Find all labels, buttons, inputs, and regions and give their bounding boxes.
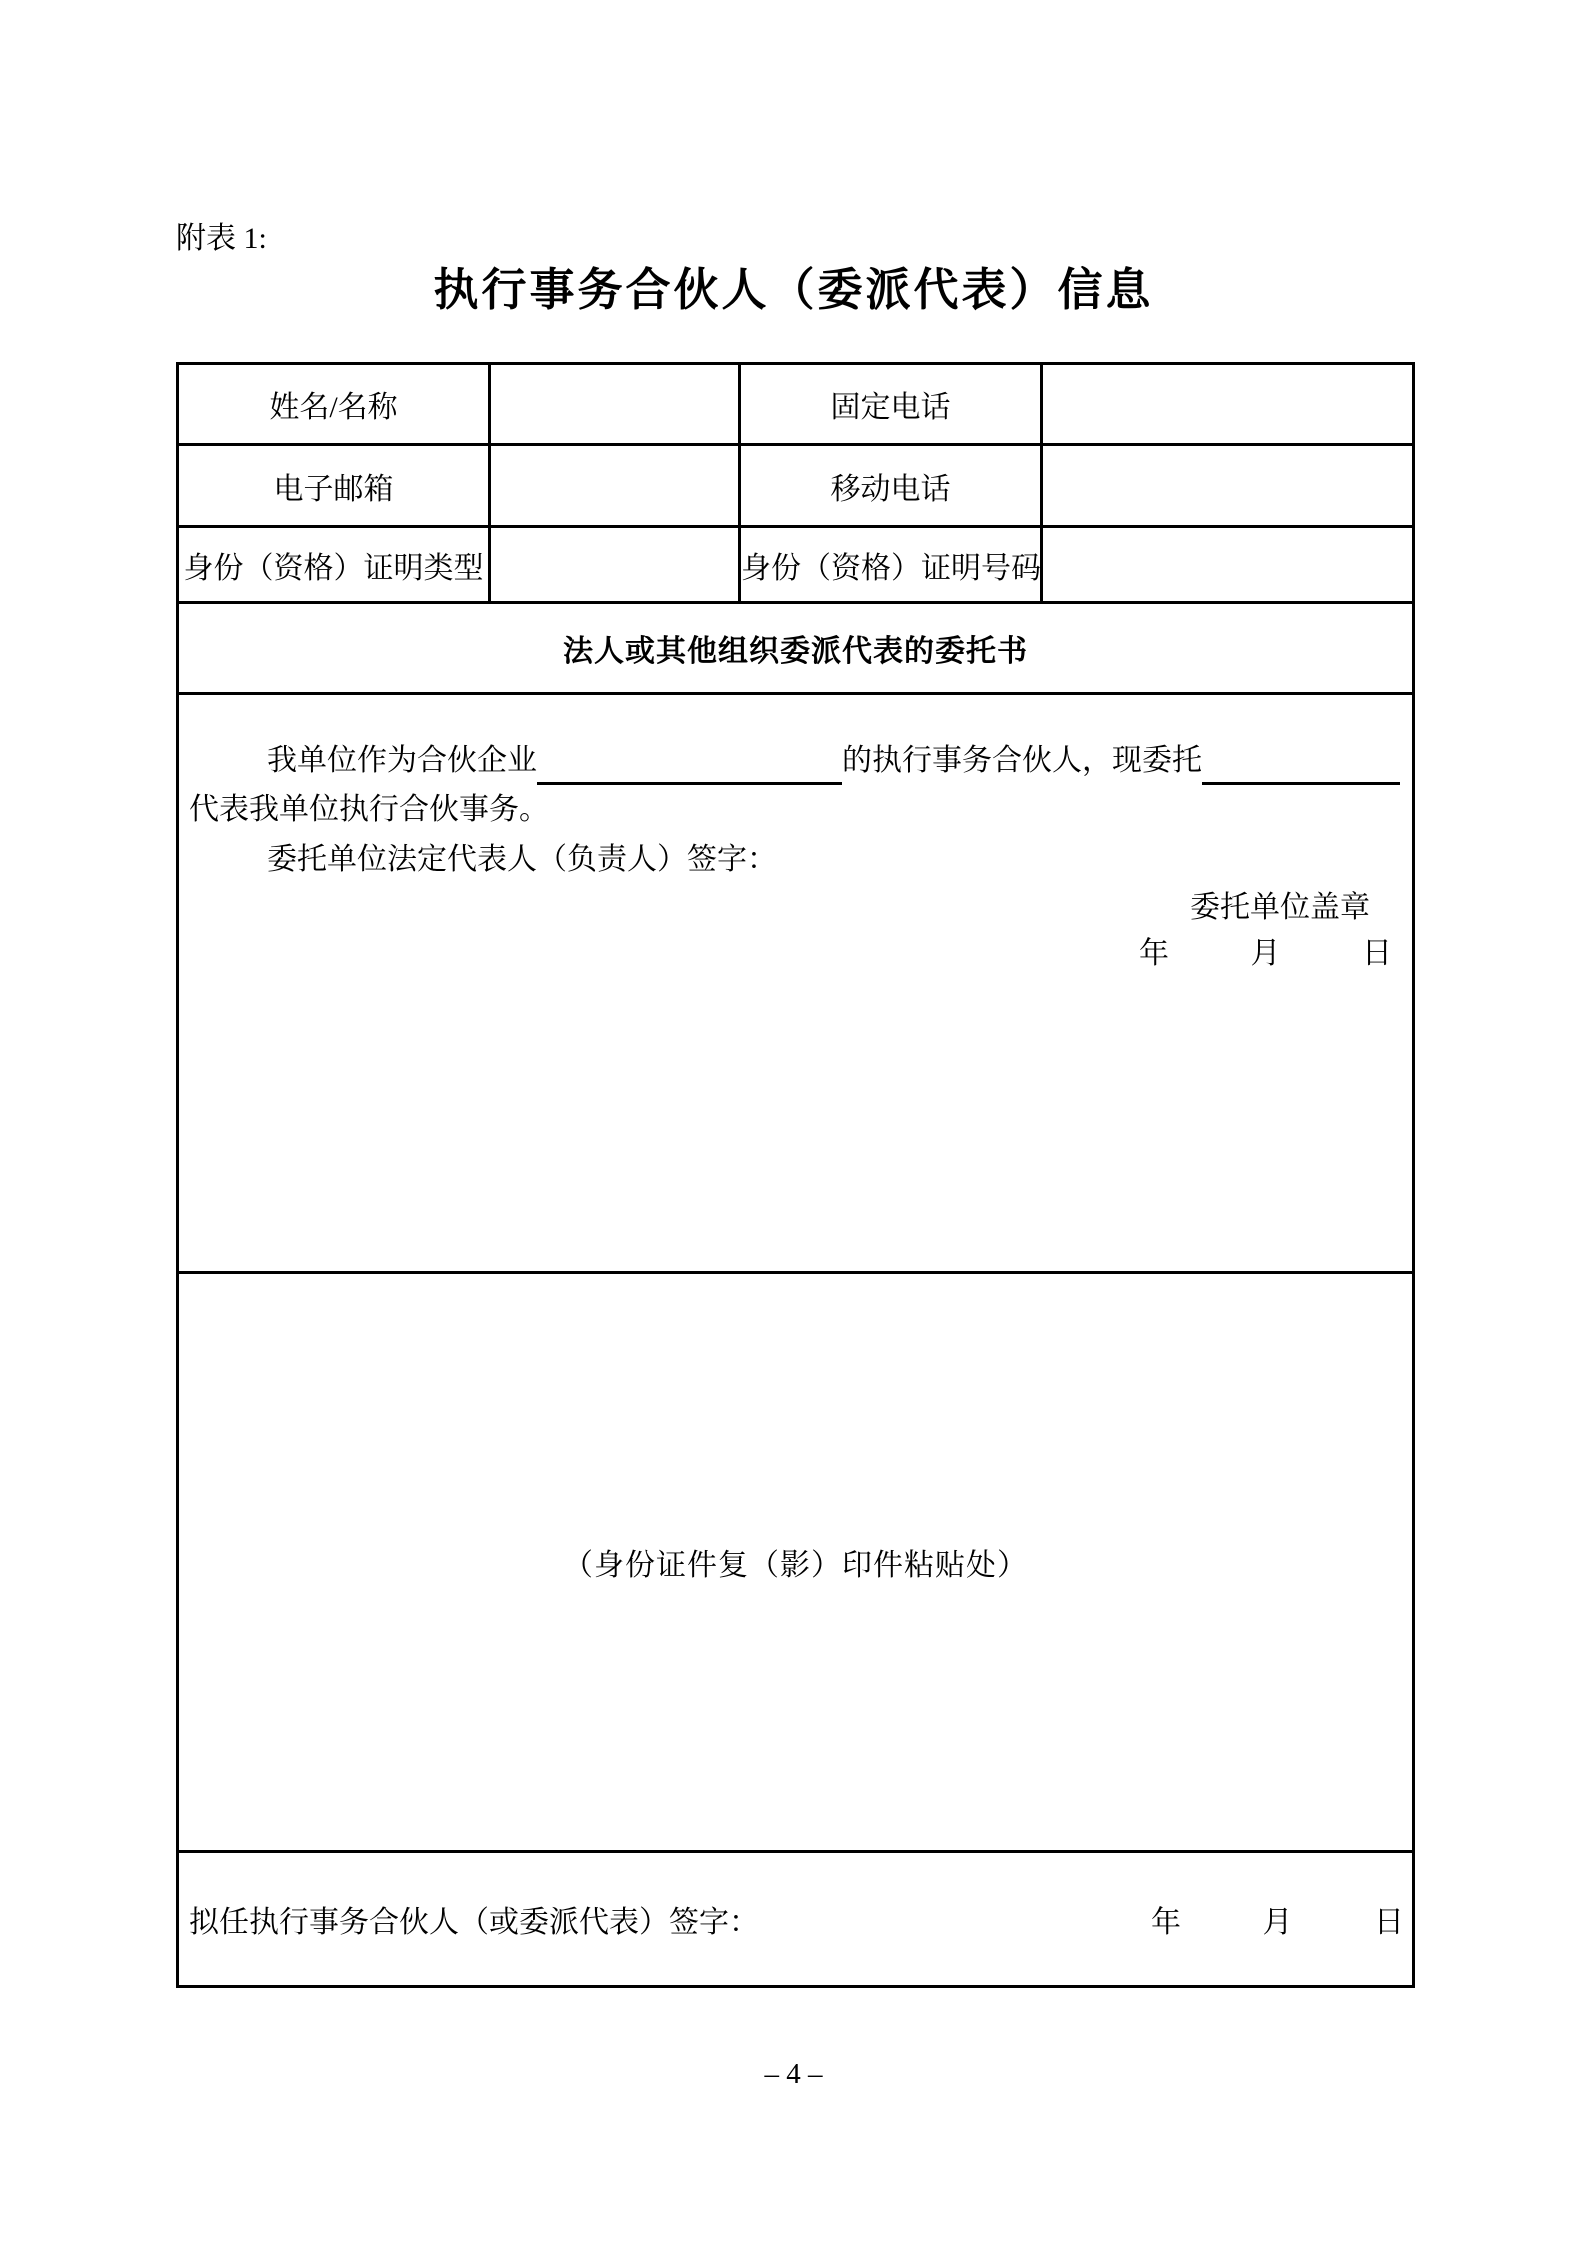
id-type-label-cell: 身份（资格）证明类型 [178,527,490,603]
month-label: 月 [1262,1906,1293,1939]
id-copy-paste-area-cell: （身份证件复（影）印件粘贴处） [178,1273,1414,1852]
year-label: 年 [1139,937,1169,970]
signature-date-line [1151,1897,1404,1941]
email-value-cell [490,445,740,527]
partner-info-table [176,362,1415,1988]
table-row [178,445,1414,527]
mobile-phone-label-cell: 移动电话 [740,445,1042,527]
mobile-phone-value-cell [1042,445,1414,527]
authorization-letter-cell [178,694,1414,1273]
page-title: 执行事务合伙人（委派代表）信息 [433,264,1154,315]
letter-text-middle: 的执行事务合伙人，现委托 [842,744,1202,777]
partnership-name-blank-line [537,740,842,785]
day-label: 日 [1374,1906,1404,1939]
table-row [178,527,1414,603]
table-row [178,1852,1414,1987]
signature-row-body [179,1897,1412,1941]
letter-line-1 [267,737,1400,785]
seal-block [189,885,1400,977]
month-label: 月 [1250,937,1281,970]
representative-name-blank-line [1202,740,1400,785]
table-row [178,364,1414,445]
authorization-letter-body [179,695,1412,1027]
table-row [178,603,1414,694]
name-label-cell: 姓名/名称 [178,364,490,445]
legal-representative-sign-line: 委托单位法定代表人（负责人）签字： [267,843,777,876]
letter-line-2: 代表我单位执行合伙事务。 [189,793,549,826]
id-number-label-cell: 身份（资格）证明号码 [740,527,1042,603]
id-type-value-cell [490,527,740,603]
fixed-phone-value-cell [1042,364,1414,445]
day-label: 日 [1362,937,1392,970]
id-number-value-cell [1042,527,1414,603]
annex-label: 附表 1: [176,222,267,255]
proposed-partner-signature-cell [178,1852,1414,1987]
name-value-cell [490,364,740,445]
proposed-partner-signature-label: 拟任执行事务合伙人（或委派代表）签字： [189,1906,759,1939]
letter-text-prefix: 我单位作为合伙企业 [267,744,537,777]
seal-date-line [189,931,1400,977]
table-row [178,694,1414,1273]
email-label-cell: 电子邮箱 [178,445,490,527]
page-number: – 4 – [764,2058,823,2090]
entrusting-unit-seal-label: 委托单位盖章 [1190,891,1370,924]
authorization-letter-header: 法人或其他组织委派代表的委托书 [178,603,1414,694]
table-row [178,1273,1414,1852]
fixed-phone-label-cell: 固定电话 [740,364,1042,445]
year-label: 年 [1151,1906,1181,1939]
